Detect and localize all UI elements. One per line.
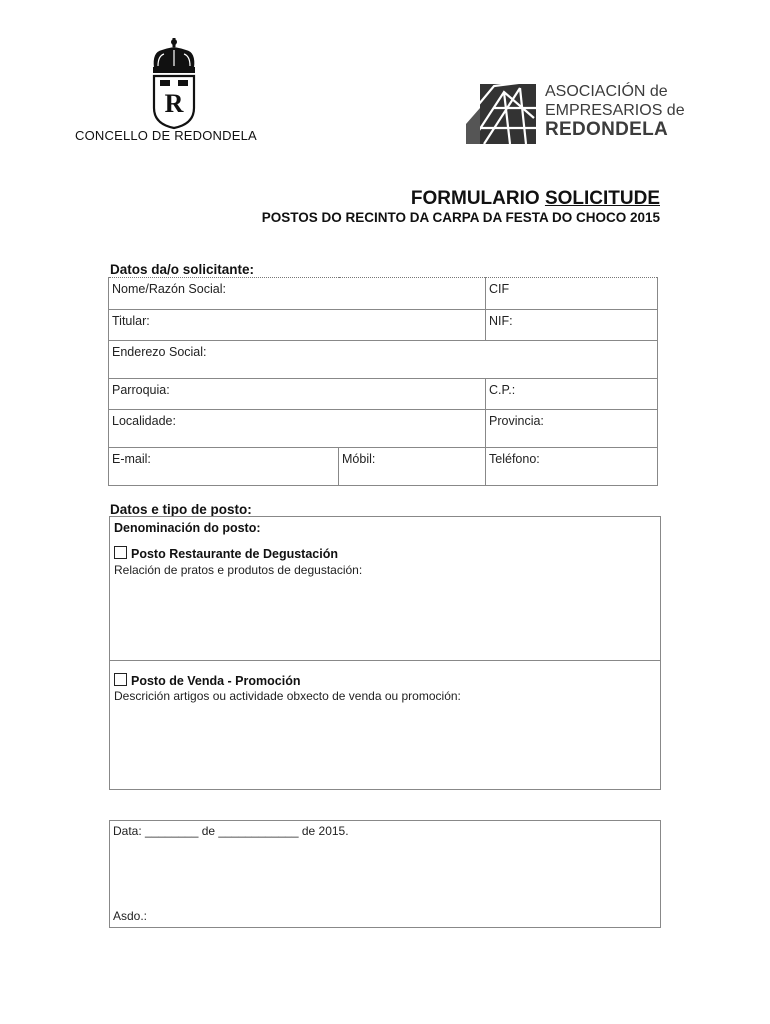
parish-field[interactable]: Parroquia: [109,379,486,410]
post-divider [109,660,661,661]
date-line[interactable]: Data: ________ de ____________ de 2015. [113,824,349,838]
sale-description-field[interactable]: Descrición artigos ou actividade obxecto de venda ou promoción: [114,689,461,703]
applicant-table [108,277,658,486]
option-sale [114,672,300,690]
form-subtitle: POSTOS DO RECINTO DA CARPA DA FESTA DO CHOCO 2015 [261,210,660,225]
email-field[interactable]: E-mail: [109,448,339,486]
restaurant-checkbox[interactable] [114,546,127,559]
holder-field[interactable]: Titular: [109,310,486,341]
mobile-field[interactable]: Móbil: [339,448,486,486]
signature-field[interactable]: Asdo.: [113,909,148,923]
nif-field[interactable]: NIF: [486,310,658,341]
option-restaurant [114,545,338,563]
name-field[interactable]: Nome/Razón Social: [109,278,486,310]
sale-label: Posto de Venda - Promoción [131,674,301,688]
applicant-section-heading: Datos da/o solicitante: [110,262,255,277]
restaurant-label: Posto Restaurante de Degustación [131,547,338,561]
address-field[interactable]: Enderezo Social: [109,341,658,379]
geometric-building-logo-icon [464,78,542,148]
crown-shield-crest-icon [150,38,198,130]
postcode-field[interactable]: C.P.: [486,379,658,410]
locality-field[interactable]: Localidade: [109,410,486,448]
association-line-2: EMPRESARIOS de [545,102,685,119]
association-line-1: ASOCIACIÓN de [545,83,668,100]
association-name [545,82,685,139]
cif-field[interactable]: CIF [486,278,658,310]
sale-checkbox[interactable] [114,673,127,686]
association-line-3: REDONDELA [545,119,669,140]
phone-field[interactable]: Teléfono: [486,448,658,486]
form-title [411,188,660,210]
form-title-part2: SOLICITUDE [544,188,660,209]
post-denomination-label: Denominación do posto: [114,521,261,535]
province-field[interactable]: Provincia: [486,410,658,448]
svg-text:R: R [164,89,184,118]
form-title-part1: FORMULARIO [410,188,540,209]
restaurant-description-field[interactable]: Relación de pratos e produtos de degustación: [114,563,363,577]
post-section-heading: Datos e tipo de posto: [110,502,252,517]
concello-name: CONCELLO DE REDONDELA [75,128,257,143]
